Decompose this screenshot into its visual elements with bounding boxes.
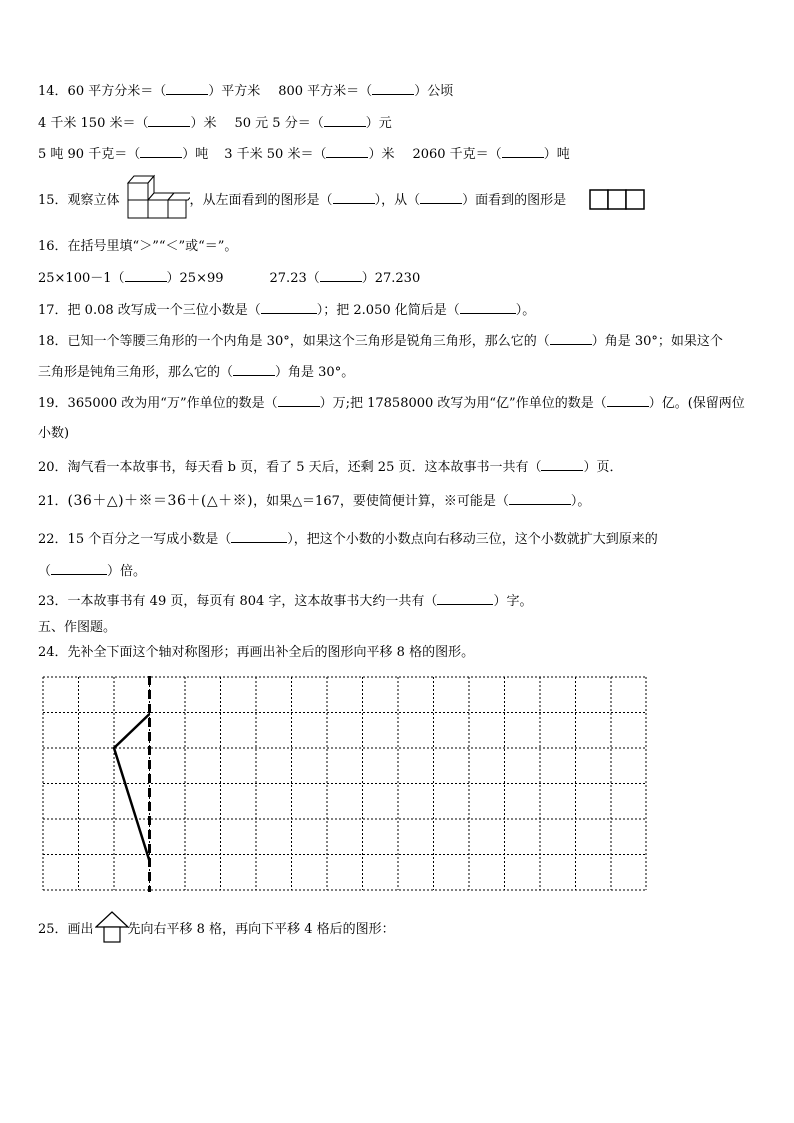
q22-text: 22．15 个百分之一写成小数是（ [38,532,232,547]
question-17 [38,301,535,320]
answer-blank[interactable] [509,492,571,505]
answer-blank[interactable] [420,191,462,204]
q16-text: ）25×99 [166,271,224,286]
answer-blank[interactable] [261,301,317,314]
question-19-line-2 [38,425,69,443]
answer-blank[interactable] [607,394,649,407]
section-5-title: 五、作图题。 [38,620,117,635]
answer-blank[interactable] [166,82,208,95]
q23-text: 23．一本故事书有 49 页，每页有 804 字，这本故事书大约一共有（ [38,594,438,609]
question-21 [38,492,590,511]
answer-blank[interactable] [333,191,375,204]
q14-text: ）吨 [543,147,570,162]
question-20 [38,458,623,477]
drawing-grid[interactable] [42,676,648,892]
q14-text: ）平方米 [208,84,261,99]
question-18-line-1 [38,332,723,351]
q17-text: ）。 [515,303,536,318]
q15-text: ），从（ [374,193,421,208]
q18-text: 18．已知一个等腰三角形的一个内角是 30°，如果这个三角形是锐角三角形，那么它的（ [38,334,550,349]
q19-text: ）万;把 17858000 改写为用“亿”作单位的数是（ [319,396,607,411]
q22-text: ），把这个小数的小数点向右移动三位，这个小数就扩大到原来的 [287,532,658,547]
answer-blank[interactable] [51,562,107,575]
q22-text: ）倍。 [107,564,147,579]
three-squares-icon [589,189,645,211]
q20-text: 20．淘气看一本故事书，每天看 b 页，看了 5 天后，还剩 25 页．这本故事书一共有（ [38,460,542,475]
question-19-line-1 [38,394,745,413]
q18-text: ）角是 30°。 [275,365,355,380]
q15-text: 15．观察立体 [38,193,120,208]
q19-text: 小数) [38,426,70,441]
q17-text: 17．把 0.08 改写成一个三位小数是（ [38,303,261,318]
q14-text: ）公顷 [414,84,454,99]
q14-text: 800 平方米＝（ [278,84,373,99]
answer-blank[interactable] [372,82,414,95]
q25-text: 先向右平移 8 格，再向下平移 4 格后的图形： [127,922,395,937]
q18-text: 三角形是钝角三角形，那么它的（ [38,365,234,380]
q14-text: 4 千米 150 米＝（ [38,116,149,131]
q14-text: ）米 [368,147,395,162]
question-14-line-2 [38,114,392,133]
q14-text: 14．60 平方分米＝（ [38,84,167,99]
half-figure [114,714,150,861]
q21-text: ，如果△＝167，要使简便计算，※可能是（ [253,494,509,509]
q19-text: 19．365000 改为用“万”作单位的数是（ [38,396,278,411]
house-shape-icon [95,911,129,943]
q25-text: 25．画出 [38,922,94,937]
answer-blank[interactable] [502,145,544,158]
answer-blank[interactable] [148,114,190,127]
answer-blank[interactable] [320,269,362,282]
question-22-line-2 [38,562,146,581]
q21-formula: (36＋△)＋※＝36＋(△＋※) [67,493,254,509]
q16-title: 16．在括号里填“＞”“＜”或“＝”。 [38,239,238,254]
question-18-line-2 [38,363,354,382]
section-heading [38,619,116,637]
q14-text: ）吨 [182,147,209,162]
q18-text: ）角是 30°；如果这个 [591,334,723,349]
q20-text: ）页． [583,460,623,475]
question-14-line-3 [38,145,570,164]
question-23 [38,592,532,611]
answer-blank[interactable] [125,269,167,282]
q14-text: 50 元 5 分＝（ [234,116,324,131]
answer-blank[interactable] [231,530,287,543]
q16-text: 27.23（ [269,271,320,286]
answer-blank[interactable] [140,145,182,158]
q14-text: 2060 千克＝（ [412,147,502,162]
answer-blank[interactable] [326,145,368,158]
q24-text: 24．先补全下面这个轴对称图形；再画出补全后的图形向平移 8 格的图形。 [38,645,475,660]
answer-blank[interactable] [550,332,592,345]
q14-text: 3 千米 50 米＝（ [224,147,327,162]
answer-blank[interactable] [324,114,366,127]
q21-text: ）。 [570,494,591,509]
question-16-title [38,238,237,256]
answer-blank[interactable] [541,458,583,471]
answer-blank[interactable] [233,363,275,376]
question-24 [38,644,474,662]
q14-text: 5 吨 90 千克＝（ [38,147,141,162]
q16-text: 25×100－1（ [38,271,125,286]
answer-blank[interactable] [460,301,516,314]
answer-blank[interactable] [437,592,493,605]
q23-text: ）字。 [493,594,533,609]
q17-text: ）；把 2.050 化简后是（ [316,303,460,318]
q16-text: ）27.230 [361,271,421,286]
q22-text: （ [38,564,52,579]
q15-text: ）面看到的图形是 [462,193,567,208]
question-16-exprs [38,269,420,288]
answer-blank[interactable] [278,394,320,407]
q19-text: ）亿。(保留两位 [648,396,745,411]
question-22-line-1 [38,530,658,549]
solid-figure-icon [120,173,190,221]
q21-number: 21． [38,494,68,509]
q14-text: ）元 [365,116,392,131]
q15-text: ，从左面看到的图形是（ [189,193,333,208]
grid-lines [43,677,646,890]
question-25 [38,921,395,939]
q14-text: ）米 [190,116,217,131]
question-14-line-1 [38,82,453,101]
